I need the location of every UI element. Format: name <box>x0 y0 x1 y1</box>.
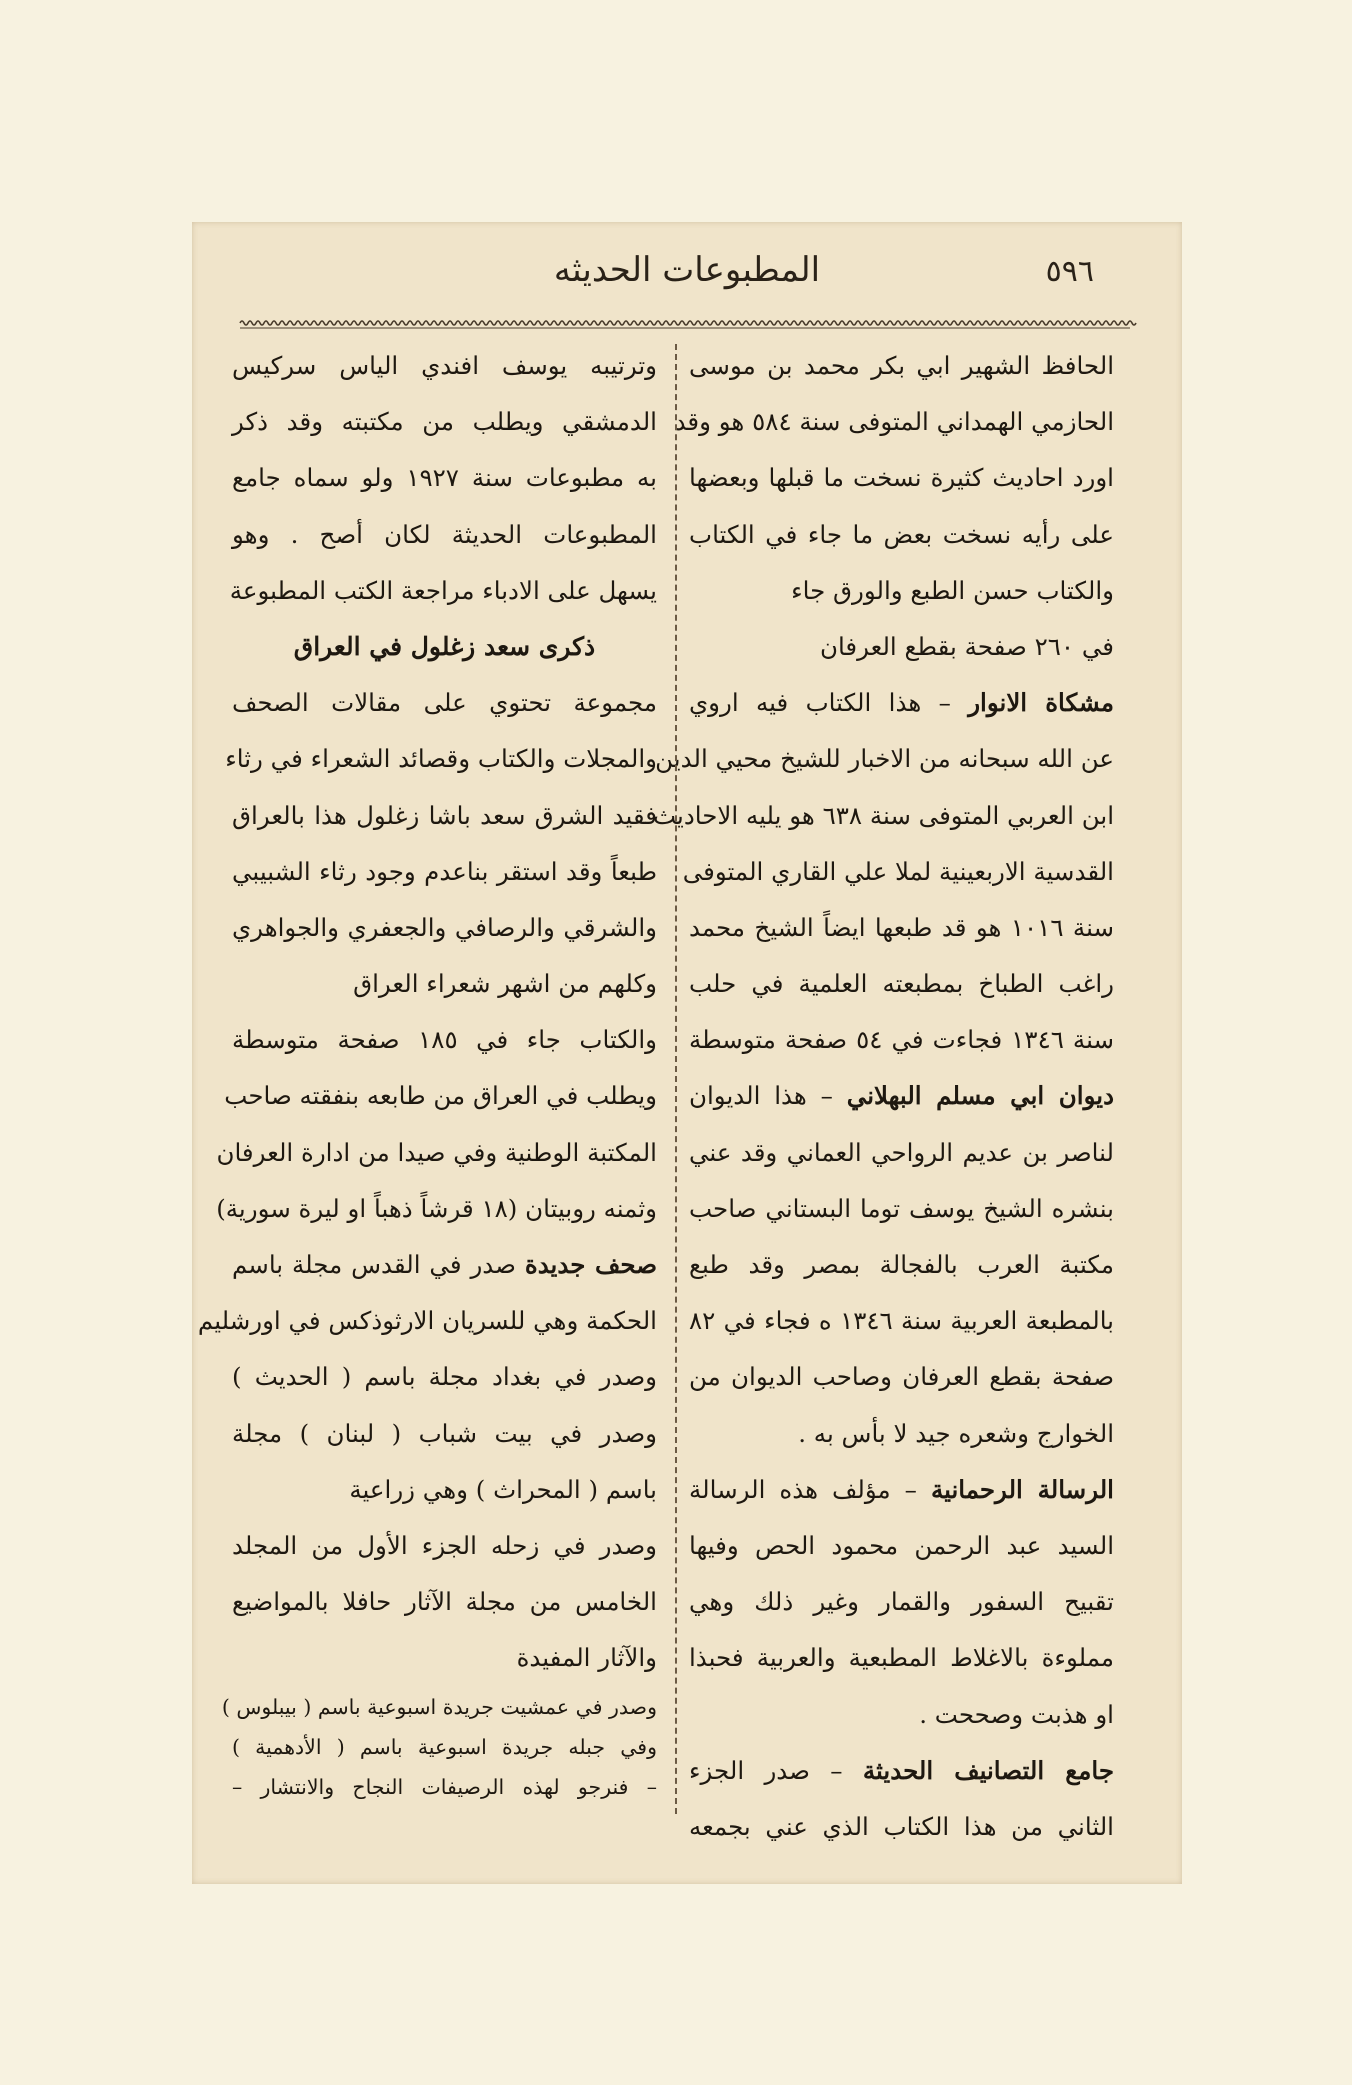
text-line <box>689 619 1114 675</box>
line-text: لناصر بن عديم الرواحي العماني وقد عني <box>689 1137 1114 1167</box>
text-line <box>689 1630 1114 1686</box>
page-title: المطبوعات الحديثه <box>553 250 821 290</box>
line-text: يسهل على الادباء مراجعة الكتب المطبوعة <box>229 575 657 605</box>
line-text: عن الله سبحانه من الاخبار للشيخ محيي الدين <box>655 744 1114 774</box>
line-text: بنشره الشيخ يوسف توما البستاني صاحب <box>689 1193 1114 1223</box>
text-line <box>689 563 1114 619</box>
left-column <box>197 338 657 1807</box>
section-heading: ذكرى سعد زغلول في العراق <box>293 631 596 661</box>
text-line <box>689 1181 1114 1237</box>
line-text: وصدر في زحله الجزء الأول من المجلد <box>232 1530 657 1560</box>
text-line <box>216 1125 657 1181</box>
text-line <box>689 1293 1114 1349</box>
text-line <box>232 1574 657 1630</box>
text-line <box>689 338 1114 394</box>
text-line <box>689 1237 1114 1293</box>
text-line <box>689 1799 1114 1855</box>
line-text: المطبوعات الحديثة لكان أصح . وهو <box>232 519 657 549</box>
line-text: وصدر في بيت شباب ( لبنان ) مجلة <box>232 1418 657 1448</box>
text-line <box>232 900 657 956</box>
text-line <box>232 338 657 394</box>
line-text: اورد احاديث كثيرة نسخت ما قبلها وبعضها <box>689 463 1114 493</box>
text-line <box>232 1349 657 1405</box>
text-line <box>232 1630 657 1686</box>
right-column <box>652 338 1115 1855</box>
text-line <box>232 394 657 450</box>
line-text: مملوءة بالاغلاط المطبعية والعربية فحبذا <box>689 1643 1114 1673</box>
line-text: المكتبة الوطنية وفي صيدا من ادارة العرفان <box>216 1137 657 1167</box>
line-text: وترتيبه يوسف افندي الياس سركيس <box>232 351 657 380</box>
line-text: طبعاً وقد استقر بناعدم وجود رثاء الشبيبي <box>232 856 657 886</box>
line-text: على رأيه نسخت بعض ما جاء في الكتاب <box>689 519 1114 549</box>
line-text: والكتاب حسن الطبع والورق جاء <box>791 575 1114 605</box>
line-text: تقبيح السفور والقمار وغير ذلك وهي <box>689 1587 1114 1617</box>
text-line <box>225 731 657 787</box>
line-text: والآثار المفيدة <box>516 1643 657 1673</box>
text-line <box>674 394 1114 450</box>
text-line <box>224 1068 657 1124</box>
line-text: راغب الطباخ بمطبعته العلمية في حلب <box>689 969 1114 999</box>
line-text: صفحة بقطع العرفان وصاحب الديوان من <box>689 1362 1114 1392</box>
section-title: جامع التصانيف الحديثة <box>862 1755 1115 1785</box>
line-text: صدر في القدس مجلة باسم <box>232 1250 525 1279</box>
book-page <box>192 222 1182 1884</box>
text-line <box>232 788 657 844</box>
text-line <box>197 1293 657 1349</box>
line-text: الثاني من هذا الكتاب الذي عني بجمعه <box>689 1811 1114 1841</box>
text-line <box>689 1518 1114 1574</box>
column-divider <box>675 344 677 1814</box>
line-text: الدمشقي ويطلب من مكتبته وقد ذكر <box>232 407 657 437</box>
text-line <box>652 788 1114 844</box>
line-text: القدسية الاربعينية لملا علي القاري المتوفى <box>682 856 1114 886</box>
text-line <box>232 1727 657 1767</box>
text-line <box>232 844 657 900</box>
line-text: او هذبت وصححت . <box>919 1699 1114 1729</box>
text-line <box>689 1012 1114 1068</box>
text-line <box>689 1462 1114 1518</box>
text-line <box>232 1518 657 1574</box>
line-text: وثمنه روبيتان (١٨ قرشاً ذهباً او ليرة سورية) <box>216 1193 657 1223</box>
text-line <box>689 675 1114 731</box>
line-text: الحكمة وهي للسريان الارثوذكس في اورشليم <box>197 1306 657 1336</box>
text-line <box>232 1237 657 1293</box>
text-line <box>232 1462 657 1518</box>
text-line <box>232 675 657 731</box>
line-text: – هذا الكتاب فيه اروي <box>689 688 969 718</box>
text-line <box>689 507 1114 563</box>
section-title: مشكاة الانوار <box>968 688 1114 718</box>
line-text: الخامس من مجلة الآثار حافلا بالمواضيع <box>232 1587 657 1617</box>
line-text: السيد عبد الرحمن محمود الحص وفيها <box>689 1530 1114 1560</box>
line-text: والمجلات والكتاب وقصائد الشعراء في رثاء <box>225 744 657 774</box>
text-line <box>232 507 657 563</box>
line-text: الخوارج وشعره جيد لا بأس به . <box>798 1418 1114 1448</box>
page-number: ٥٩٦ <box>1045 254 1094 289</box>
text-line <box>689 900 1114 956</box>
text-line <box>689 1406 1114 1462</box>
section-title: ديوان ابي مسلم البهلاني <box>846 1081 1114 1111</box>
line-text: سنة ١٣٤٦ فجاءت في ٥٤ صفحة متوسطة <box>689 1025 1114 1055</box>
line-text: ويطلب في العراق من طابعه بنفقته صاحب <box>224 1081 657 1111</box>
text-line <box>221 1687 657 1727</box>
line-text: – صدر الجزء <box>689 1755 863 1785</box>
text-line <box>689 450 1114 506</box>
line-text: – مؤلف هذه الرسالة <box>689 1474 931 1504</box>
line-text: وكلهم من اشهر شعراء العراق <box>353 969 657 999</box>
line-text: باسم ( المحراث ) وهي زراعية <box>349 1474 657 1504</box>
text-line <box>232 956 657 1012</box>
line-text: مكتبة العرب بالفجالة بمصر وقد طبع <box>689 1250 1114 1279</box>
line-text: وصدر في بغداد مجلة باسم ( الحديث ) <box>232 1362 657 1392</box>
page-header <box>192 242 1182 302</box>
line-text: وصدر في عمشيت جريدة اسبوعية باسم ( بيبلوس ) <box>221 1694 657 1719</box>
text-line <box>689 1574 1114 1630</box>
line-text: والكتاب جاء في ١٨٥ صفحة متوسطة <box>232 1025 657 1055</box>
line-text: فقيد الشرق سعد باشا زغلول هذا بالعراق <box>232 800 657 830</box>
text-line <box>232 450 657 506</box>
text-line <box>232 1012 657 1068</box>
text-line <box>689 1125 1114 1181</box>
text-line <box>689 1687 1114 1743</box>
line-text: والشرقي والرصافي والجعفري والجواهري <box>232 912 657 942</box>
text-line <box>682 844 1114 900</box>
line-text: في ٢٦٠ صفحة بقطع العرفان <box>819 631 1114 661</box>
text-line <box>689 1349 1114 1405</box>
text-line <box>689 1068 1114 1124</box>
line-text: به مطبوعات سنة ١٩٢٧ ولو سماه جامع <box>232 463 657 493</box>
line-text: سنة ١٠١٦ هو قد طبعها ايضاً الشيخ محمد <box>689 912 1114 942</box>
line-text: ابن العربي المتوفى سنة ٦٣٨ هو يليه الاحاديث <box>652 800 1114 830</box>
text-line <box>689 956 1114 1012</box>
wavy-rule-divider <box>240 318 1130 330</box>
text-line <box>232 1767 657 1807</box>
text-line <box>232 1406 657 1462</box>
text-line <box>689 1743 1114 1799</box>
line-text: بالمطبعة العربية سنة ١٣٤٦ ه فجاء في ٨٢ <box>689 1306 1115 1336</box>
line-text: مجموعة تحتوي على مقالات الصحف <box>232 688 657 718</box>
line-text: الحازمي الهمداني المتوفى سنة ٥٨٤ هو وقد <box>674 407 1114 437</box>
line-text: وفي جبله جريدة اسبوعية باسم ( الأدهمية ) <box>232 1734 657 1759</box>
line-text: الحافظ الشهير ابي بكر محمد بن موسى <box>689 351 1114 380</box>
text-line <box>655 731 1114 787</box>
line-text: – هذا الديوان <box>689 1081 847 1111</box>
section-title: صحف جديدة <box>524 1250 657 1279</box>
text-line <box>229 563 657 619</box>
text-line <box>216 1181 657 1237</box>
line-text: – فنرجو لهذه الرصيفات النجاح والانتشار – <box>232 1774 657 1799</box>
section-title: الرسالة الرحمانية <box>930 1474 1114 1504</box>
